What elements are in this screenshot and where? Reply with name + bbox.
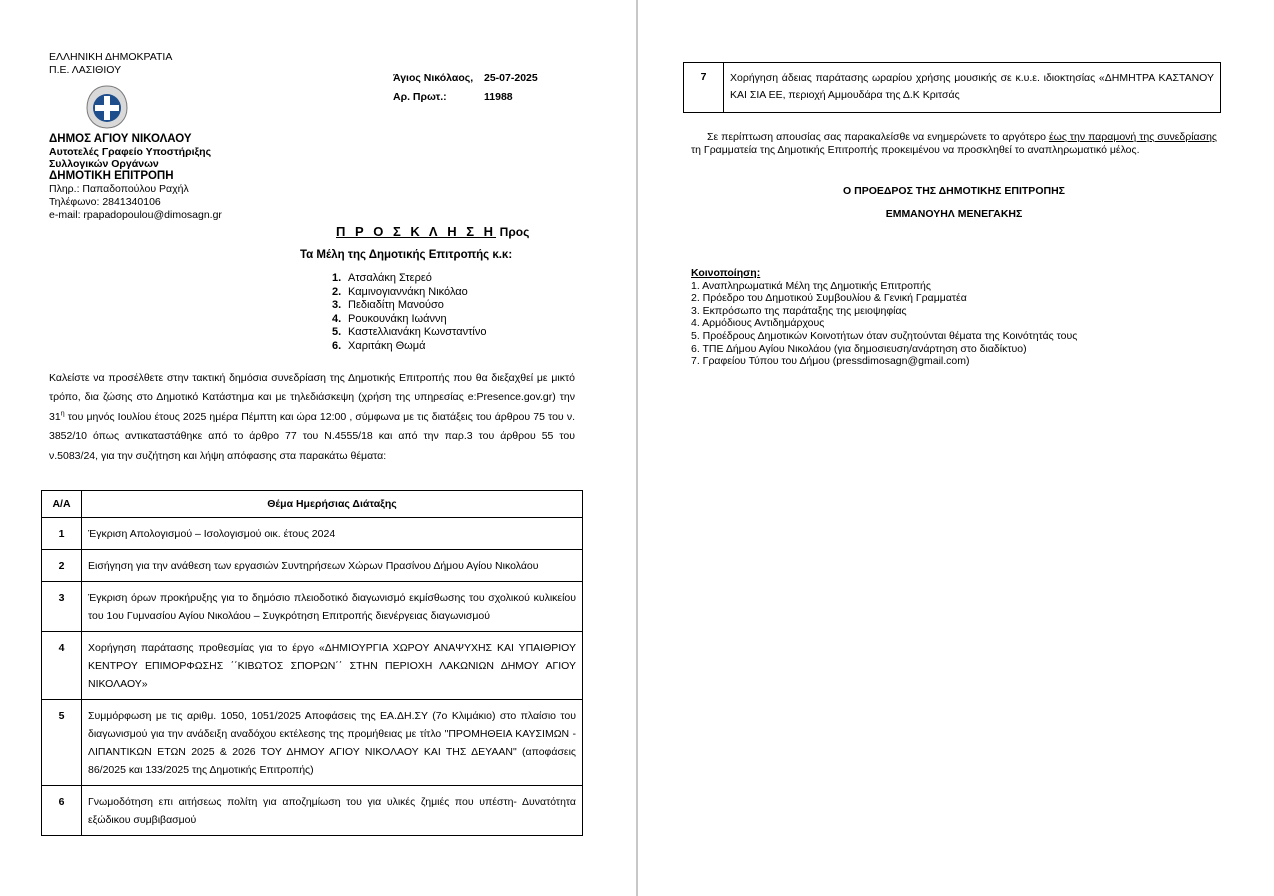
cc-item: 3. Εκπρόσωπο της παράταξης της μειοψηφίας <box>691 304 907 317</box>
agenda-item-text: Χορήγηση άδειας παράτασης ωραρίου χρήσης μουσικής σε κ.υ.ε. ιδιοκτησίας «ΔΗΜΗΤΡΑ ΚΑΣΤΑΝΟΥ ΚΑΙ ΣΙΑ ΕΕ, περιοχή Αμμουδάρα της Δ.Κ Κριτσάς <box>724 63 1221 113</box>
agenda-col-topic: Θέμα Ημερήσιας Διάταξης <box>82 491 583 518</box>
body-text-part-1: Καλείστε να προσέλθετε στην τακτική δημόσια συνεδρίαση της Δημοτικής Επιτροπής που θα διεξαχθεί με μικτό τρόπο, δια ζώσης στο Δημοτικό Κατάστημα και με τηλεδιάσκεψη (χρήση της υπηρεσίας e:Presence.gov.gr) την 31 <box>49 372 575 423</box>
member-item <box>332 272 486 286</box>
agenda-item-text: Γνωμοδότηση επι αιτήσεως πολίτη για αποζημίωση του για υλικές ζημιές που υπέστη- Δυνατότητα εξώδικου συμβιβασμού <box>82 786 583 836</box>
agenda-item-number: 3 <box>42 582 82 632</box>
member-item <box>332 286 486 300</box>
agenda-item-number: 4 <box>42 632 82 700</box>
contact-person: Πληρ.: Παπαδοπούλου Ραχήλ <box>49 183 189 195</box>
member-name: Χαριτάκη Θωμά <box>348 339 426 352</box>
member-name: Ρουκουνάκη Ιωάννη <box>348 312 447 325</box>
protocol-number: 11988 <box>484 91 513 103</box>
letterhead-republic: ΕΛΛΗΝΙΚΗ ΔΗΜΟΚΡΑΤΙΑ <box>49 51 173 63</box>
member-number: 3. <box>332 299 342 311</box>
agenda-table <box>41 490 583 836</box>
agenda-row <box>42 582 583 632</box>
member-number: 2. <box>332 285 342 298</box>
agenda-item-number: 7 <box>684 63 724 113</box>
member-name: Καστελλιανάκη Κωνσταντίνο <box>348 326 487 338</box>
cc-item: 6. ΤΠΕ Δήμου Αγίου Νικολάου (για δημοσιευση/ανάρτηση στο διαδίκτυο) <box>691 342 1027 355</box>
office-line-1: Αυτοτελές Γραφείο Υποστήριξης <box>49 146 212 158</box>
place-label: Άγιος Νικόλαος, <box>393 72 474 84</box>
cc-list <box>691 267 1077 368</box>
member-item <box>332 299 486 313</box>
protocol-label: Αρ. Πρωτ.: <box>393 91 447 103</box>
agenda-item-text: Έγκριση όρων προκήρυξης για το δημόσιο πλειοδοτικό διαγωνισμό εκμίσθωσης του σχολικού κυλικείου του 1ου Γυμνασίου Αγίου Νικολάου – Συγκρότηση Επιτροπής διενέργειας διαγωνισμού <box>82 582 583 632</box>
absence-text-2: τη Γραμματεία της Δημοτικής Επιτροπής προκειμένου να προσκληθεί το αναπληρωματικό μέλος. <box>691 143 1140 156</box>
agenda-row <box>42 632 583 700</box>
invitation-to: Προς <box>499 225 530 239</box>
agenda-row <box>684 63 1221 113</box>
cc-item: 4. Αρμόδιους Αντιδημάρχους <box>691 317 825 330</box>
agenda-item-number: 5 <box>42 700 82 786</box>
contact-phone: Τηλέφωνο: 2841340106 <box>49 196 161 208</box>
letterhead-region: Π.Ε. ΛΑΣΙΘΙΟΥ <box>49 64 122 76</box>
agenda-row <box>42 550 583 582</box>
member-item <box>332 313 486 327</box>
invitation-heading: Π Ρ Ο Σ Κ Λ Η Σ Η <box>336 224 497 239</box>
member-name: Ατσαλάκη Στερεό <box>348 272 432 284</box>
absence-text-1: Σε περίπτωση απουσίας σας παρακαλείσθε να ενημερώνετε το αργότερο <box>707 131 1049 143</box>
contact-email: e-mail: rpapadopoulou@dimosagn.gr <box>49 209 222 221</box>
cc-title: Κοινοποίηση: <box>691 267 761 279</box>
member-list <box>332 272 486 353</box>
agenda-rows <box>42 518 583 836</box>
agenda-rows-continued <box>684 63 1221 113</box>
cc-item: 1. Αναπληρωματικά Μέλη της Δημοτικής Επιτροπής <box>691 279 931 292</box>
member-number: 4. <box>332 312 342 325</box>
letterhead-office <box>49 133 222 222</box>
cc-item: 5. Προέδρους Δημοτικών Κοινοτήτων όταν συζητούνται θέματα της Κοινότητάς τους <box>691 329 1078 342</box>
document-date: 25-07-2025 <box>484 72 538 84</box>
body-superscript: η <box>60 410 65 418</box>
cc-item: 7. Γραφείου Τύπου του Δήμου (pressdimosagn@gmail.com) <box>691 355 970 368</box>
agenda-item-text: Συμμόρφωση με τις αριθμ. 1050, 1051/2025 Αποφάσεις της ΕΑ.ΔΗ.ΣΥ (7ο Κλιμάκιο) στο πλαίσιο του διαγωνισμού για την ανάδειξη αναδόχου εκτέλεσης της προμήθειας με τίτλο "ΠΡΟΜΗΘΕΙΑ ΚΑΥΣΙΜΩΝ - ΛΙΠΑΝΤΙΚΩΝ ΕΤΩΝ 2025 & 2026 ΤΟΥ ΔΗΜΟΥ ΑΓΙΟΥ ΝΙΚΟΛΑΟΥ ΚΑΙ ΤΗΣ ΔΕΥΑΑΝ" (αποφάσεις 86/2025 και 133/2025 της Δημοτικής Επιτροπής) <box>82 700 583 786</box>
member-name: Καμινογιαννάκη Νικόλαο <box>348 285 468 298</box>
agenda-row <box>42 518 583 550</box>
member-item <box>332 340 486 354</box>
member-number: 1. <box>332 272 342 284</box>
absence-notice <box>691 131 1217 156</box>
document-meta <box>393 69 538 107</box>
member-number: 6. <box>332 339 342 352</box>
invitation-title <box>336 224 529 239</box>
absence-deadline: έως την παραμονή της συνεδρίασης <box>1048 131 1217 143</box>
member-number: 5. <box>332 326 342 338</box>
agenda-col-num: Α/Α <box>42 491 82 518</box>
cc-item: 2. Πρόεδρο του Δημοτικού Συμβουλίου & Γενική Γραμματέα <box>691 292 967 305</box>
member-item <box>332 326 486 340</box>
agenda-item-number: 1 <box>42 518 82 550</box>
letterhead <box>49 51 172 77</box>
agenda-item-text: Εισήγηση για την ανάθεση των εργασιών Συντηρήσεων Χώρων Πρασίνου Δήμου Αγίου Νικολάου <box>82 550 583 582</box>
addressees: Τα Μέλη της Δημοτικής Επιτροπής κ.κ: <box>300 249 513 261</box>
member-name: Πεδιαδίτη Μανούσο <box>348 299 444 311</box>
agenda-item-text: Έγκριση Απολογισμού – Ισολογισμού οικ. έτους 2024 <box>82 518 583 550</box>
agenda-table-continued <box>683 62 1221 113</box>
agenda-row <box>42 700 583 786</box>
office-line-2: Συλλογικών Οργάνων <box>49 158 159 170</box>
body-text-part-2: του μηνός Ιουλίου έτους 2025 ημέρα Πέμπτη και ώρα 12:00 , σύμφωνα με τις διατάξεις του άρθρου 75 του ν. 3852/10 όπως αντικαταστάθηκε από το άρθρο 77 του Ν.4555/18 και από την παρ.3 του άρθρου 55 του ν.5083/24, για την συζήτηση και λήψη απόφασης στα παρακάτω θέματα: <box>49 410 575 462</box>
signature-role: Ο ΠΡΟΕΔΡΟΣ ΤΗΣ ΔΗΜΟΤΙΚΗΣ ΕΠΙΤΡΟΠΗΣ <box>843 185 1065 197</box>
greek-emblem-icon <box>84 84 130 130</box>
agenda-row <box>42 786 583 836</box>
agenda-item-number: 2 <box>42 550 82 582</box>
page-divider <box>636 0 638 896</box>
municipality-name: ΔΗΜΟΣ ΑΓΙΟΥ ΝΙΚΟΛΑΟΥ <box>49 133 192 145</box>
agenda-item-number: 6 <box>42 786 82 836</box>
invitation-body <box>49 369 575 466</box>
committee-name: ΔΗΜΟΤΙΚΗ ΕΠΙΤΡΟΠΗ <box>49 170 174 182</box>
agenda-item-text: Χορήγηση παράτασης προθεσμίας για το έργο «ΔΗΜΙΟΥΡΓΙΑ ΧΩΡΟΥ ΑΝΑΨΥΧΗΣ ΚΑΙ ΥΠΑΙΘΡΙΟΥ ΚΕΝΤΡΟΥ ΕΠΙΜΟΡΦΩΣΗΣ ΄΄ΚΙΒΩΤΟΣ ΣΠΟΡΩΝ΄΄ ΣΤΗΝ ΠΕΡΙΟΧΗ ΛΑΚΩΝΙΩΝ ΔΗΜΟΥ ΑΓΙΟΥ ΝΙΚΟΛΑΟΥ» <box>82 632 583 700</box>
signature-name: ΕΜΜΑΝΟΥΗΛ ΜΕΝΕΓΑΚΗΣ <box>885 208 1023 220</box>
